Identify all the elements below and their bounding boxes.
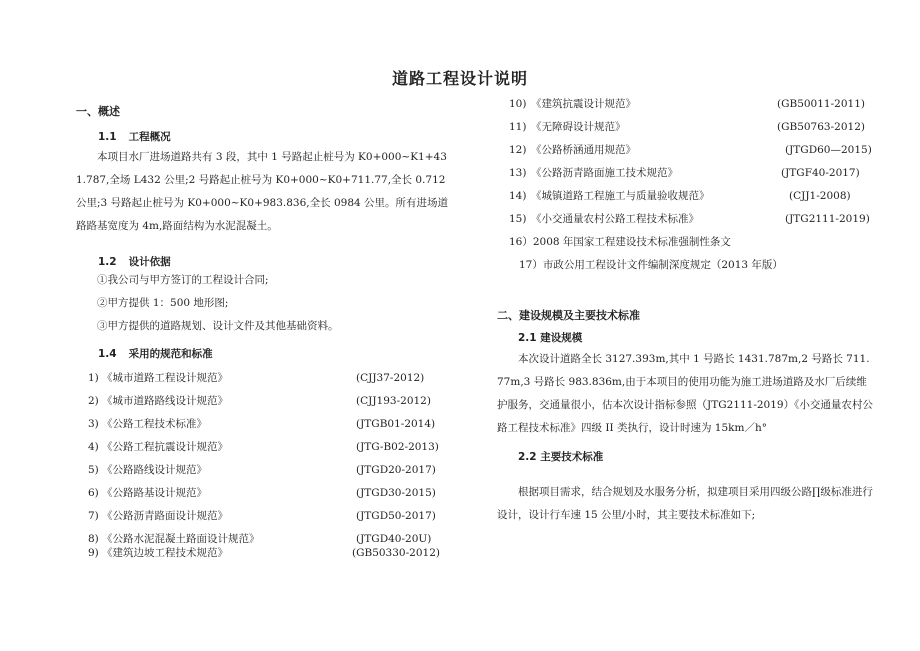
- standard-name: 《公路工程技术标准》: [102, 418, 207, 430]
- list-number: 14): [509, 190, 527, 202]
- subsection-title: 采用的规范和标准: [128, 348, 213, 360]
- design-basis-item: ③甲方提供的道路规划、设计文件及其他基础资料。: [97, 320, 339, 332]
- list-number: 15): [509, 213, 527, 225]
- design-basis-item: ②甲方提供 1：500 地形图;: [97, 297, 229, 309]
- standard-code: (GB50763-2012): [777, 121, 865, 133]
- subsection-2-2-heading: 2.2 主要技术标准: [518, 451, 604, 463]
- subsection-1-4-heading: [98, 346, 213, 361]
- subsection-number: 1.2: [98, 256, 117, 268]
- standard-code: (CJJ37-2012): [356, 372, 425, 384]
- standard-name: 《公路水泥混凝土路面设计规范》: [102, 533, 260, 545]
- standard-list-item: 16）2008 年国家工程建设技术标准强制性条文: [509, 236, 731, 248]
- list-number: 8): [88, 533, 99, 545]
- subsection-number: 1.4: [98, 348, 117, 360]
- list-number: 5): [88, 464, 99, 476]
- subsection-number: 1.1: [98, 131, 117, 143]
- standard-code: (JTGF40-2017): [781, 167, 860, 179]
- technical-standards-paragraph: 根据项目需求，结合规划及水服务分析，拟建项目采用四级公路∏级标准进行设计，设计行车速 15 公里/小时，其主要技术标准如下;: [497, 486, 873, 521]
- list-number: 9): [88, 547, 99, 559]
- list-number: 6): [88, 487, 99, 499]
- list-number: 11): [509, 121, 527, 133]
- standard-code: (JTG2111-2019): [785, 213, 870, 225]
- standard-name: 《无障碍设计规范》: [531, 121, 626, 133]
- standard-name: 《城市道路路线设计规范》: [102, 395, 228, 407]
- section-1-heading: 一、概述: [76, 105, 120, 118]
- standard-name: 《公路路线设计规范》: [102, 464, 207, 476]
- list-number: 4): [88, 441, 99, 453]
- standard-code: (CJJ193-2012): [356, 395, 431, 407]
- standard-code: (GB50011-2011): [777, 98, 865, 110]
- standard-name: 《公路路基设计规范》: [102, 487, 207, 499]
- design-basis-item: ①我公司与甲方签订的工程设计合同;: [97, 274, 269, 286]
- standard-code: (JTG-B02-2013): [356, 441, 439, 453]
- standard-code: (CJJ1-2008): [789, 190, 851, 202]
- standard-code: (JTGD20-2017): [356, 464, 436, 476]
- standard-code: (GB50330-2012): [352, 547, 440, 559]
- subsection-title: 工程概况: [128, 131, 171, 143]
- standard-name: 《建筑抗震设计规范》: [531, 98, 636, 110]
- list-number: 3): [88, 418, 99, 430]
- subsection-2-1-heading: 2.1 建设规模: [518, 332, 583, 344]
- standard-code: (JTGD30-2015): [356, 487, 436, 499]
- subsection-1-2-heading: [98, 254, 171, 269]
- list-number: 12): [509, 144, 527, 156]
- project-overview-paragraph: 本项目水厂进场道路共有 3 段，其中 1 号路起止桩号为 K0+000~K1+431.787,全场 L432 公里;2 号路起止桩号为 K0+000~K0+711.77,全长 0.712 公里;3 号路起止桩号为 K0+000~K0+983.836,全长 0984 公里。所有进场道路路基宽度为 4m,路面结构为水泥混凝土。: [76, 151, 449, 232]
- standard-name: 《公路工程抗震设计规范》: [102, 441, 228, 453]
- subsection-title: 设计依据: [128, 256, 171, 268]
- list-number: 7): [88, 510, 99, 522]
- construction-scale-paragraph: 本次设计道路全长 3127.393m,其中 1 号路长 1431.787m,2 号路长 711.77m,3 号路长 983.836m,由于本项目的使用功能为施工进场道路及水厂后续维护服务，交通量很小，估本次设计指标参照（JTG2111-2019）《小交通量农村公路工程技术标准》四级 II 类执行，设计时速为 15km／h°: [497, 353, 873, 434]
- standard-list-item: 17）市政公用工程设计文件编制深度规定（2013 年版）: [519, 259, 783, 271]
- list-number: 2): [88, 395, 99, 407]
- list-number: 10): [509, 98, 527, 110]
- standard-name: 《公路沥青路面施工技术规范》: [531, 167, 678, 179]
- page-title: 道路工程设计说明: [391, 69, 528, 88]
- section-2-heading: 二、建设规模及主要技术标准: [497, 309, 640, 322]
- standard-name: 《城市道路工程设计规范》: [102, 372, 228, 384]
- list-number: 1): [88, 372, 99, 384]
- standard-code: (JTGD60—2015): [785, 144, 872, 156]
- standard-name: 《公路沥青路面设计规范》: [102, 510, 228, 522]
- standard-name: 《城镇道路工程施工与质量验收规范》: [531, 190, 710, 202]
- standard-name: 《小交通量农村公路工程技术标准》: [531, 213, 699, 225]
- list-number: 13): [509, 167, 527, 179]
- subsection-1-1-heading: [98, 129, 171, 144]
- standard-code: (JTGD50-2017): [356, 510, 436, 522]
- standard-code: (JTGB01-2014): [356, 418, 436, 430]
- standard-code: (JTGD40-20U): [356, 533, 432, 545]
- standard-name: 《建筑边坡工程技术规范》: [102, 547, 228, 559]
- standard-name: 《公路桥涵通用规范》: [531, 144, 636, 156]
